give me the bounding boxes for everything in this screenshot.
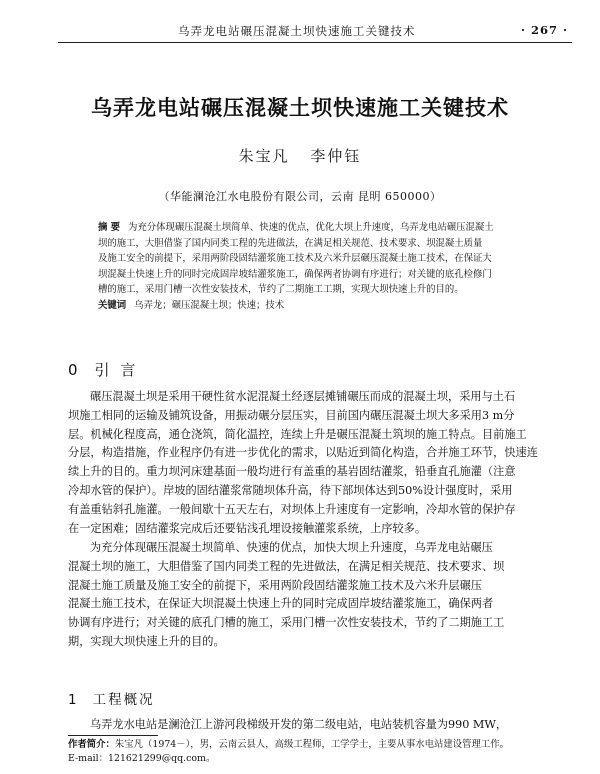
text-line: 续上升的目的。重力坝河床建基面一般均进行有盖重的基岩固结灌浆，铅垂直孔施灌（注意	[68, 465, 516, 479]
article-authors: 朱宝凡 李仲钰	[238, 147, 362, 165]
running-title: 乌弄龙电站碾压混凝土坝快速施工关键技术	[178, 24, 416, 38]
abstract-line: 摘 要 为充分体现碾压混凝土坝简单、快速的优点，优化大坝上升速度，乌弄龙电站碾压混凝土	[98, 222, 494, 233]
page-number: · 267 ·	[520, 23, 568, 37]
section-title: 工程概况	[92, 692, 155, 708]
abstract-line: 坝的施工，大胆借鉴了国内同类工程的先进做法，在满足相关规范、技术要求、坝混凝土质量	[98, 237, 483, 249]
footnote-line: 作者简介：朱宝凡（1974－），男，云南云县人，高级工程师，工学学士，主要从事水电站建设管理工作。	[68, 739, 510, 750]
keywords-label: 关键词	[98, 299, 127, 311]
section-heading-overview	[68, 688, 155, 708]
abstract-line: 及施工安全的前提下，采用两阶段固结灌浆施工技术及六米升层碾压混凝土施工技术，在保证大	[98, 253, 492, 264]
text-line: 层。机械化程度高，通仓浇筑，简化温控，连续上升是碾压混凝土筑坝的施工特点。目前施工	[68, 427, 527, 441]
abstract-label: 摘 要	[98, 222, 121, 233]
overview-paragraph-1	[68, 716, 538, 735]
section-number: 1	[68, 692, 79, 708]
text-line: 混凝土施工技术，在保证大坝混凝土快速上升的同时完成固岸坡结灌浆施工，确保两者	[68, 597, 494, 611]
text-line: 混凝土施工质量及施工安全的前提下，采用两阶段固结灌浆施工技术及六米升层碾压	[68, 578, 482, 592]
article-affiliation: （华能澜沧江水电股份有限公司，云南 昆明 650000）	[158, 190, 442, 203]
abstract-line: 槽的施工，采用门槽一次性安装技术，节约了二期施工工期，实现大坝快速上升的目的。	[98, 284, 464, 295]
keywords-text: 乌弄龙；碾压混凝土坝；快速；技术	[134, 299, 285, 311]
keywords-line	[98, 298, 518, 314]
section-title: 引 言	[94, 361, 139, 379]
text-line: 在一定困难；固结灌浆完成后还要钻浅孔埋设接触灌浆系统，上序较多。	[68, 521, 427, 535]
section-number: 0	[68, 361, 81, 379]
intro-paragraph-2	[68, 539, 538, 652]
abstract-block	[98, 220, 518, 313]
text-line: 坝施工相同的运输及铺筑设备，用振动碾分层压实，目前国内碾压混凝土坝大多采用3 m分	[68, 408, 515, 422]
footnote-label: 作者简介：	[68, 739, 115, 750]
section-heading-introduction	[68, 359, 138, 380]
footnote-email: E-mail：121621299@qq.com。	[68, 753, 216, 764]
text-line: 协调有序进行；对关键的底孔门槽的施工，采用门槽一次性安装技术，节约了二期施工工	[68, 616, 505, 630]
text-line: 为充分体现碾压混凝土坝简单、快速的优点，加快大坝上升速度，乌弄龙电站碾压	[90, 541, 493, 554]
running-header	[58, 20, 572, 43]
author-footnote	[68, 738, 538, 766]
text-line: 乌弄龙水电站是澜沧江上游河段梯级开发的第二级电站，电站装机容量为990 MW，	[90, 718, 508, 731]
article-title: 乌弄龙电站碾压混凝土坝快速施工关键技术	[91, 96, 509, 120]
text-line: 期，实现大坝快速上升的目的。	[68, 634, 225, 648]
footnote-divider	[68, 735, 158, 736]
text-line: 有盖重钻斜孔施灌。一般间歇十五天左右，对坝体上升速度有一定影响，冷却水管的保护存	[68, 502, 516, 516]
intro-paragraph-1	[68, 388, 538, 538]
abstract-line: 坝混凝土快速上升的同时完成固岸坡结灌浆施工，确保两者协调有序进行；对关键的底孔检修门	[98, 268, 492, 280]
text-line: 混凝土坝的施工，大胆借鉴了国内同类工程的先进做法，在满足相关规范、技术要求、坝	[68, 559, 505, 573]
text-line: 分层，构造措施，作业程序仍有进一步优化的需求，以贴近到简化构造，合并施工环节，快速连	[68, 446, 538, 460]
text-line: 冷却水管的保护）。岸坡的固结灌浆常随坝体升高，待下部坝体达到50%设计强度时，采用	[68, 483, 513, 497]
text-line: 碾压混凝土坝是采用干硬性贫水泥混凝土经逐层摊铺碾压而成的混凝土坝，采用与土石	[90, 390, 516, 403]
